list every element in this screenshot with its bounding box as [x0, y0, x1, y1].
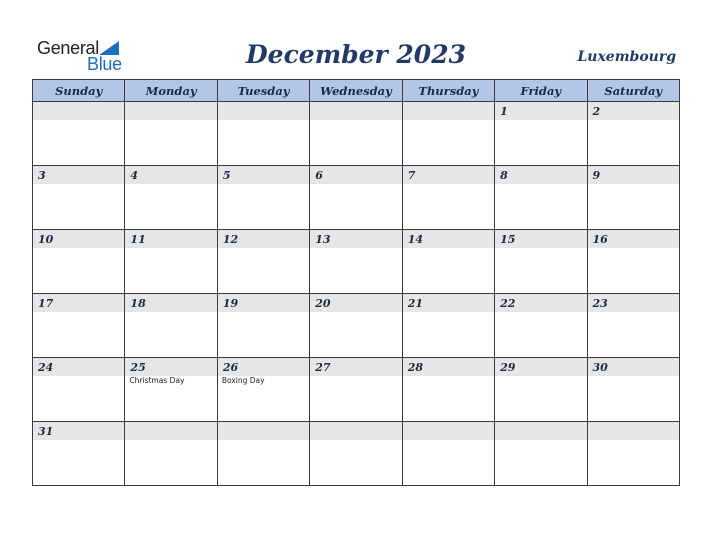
day-cell[interactable] [310, 230, 402, 294]
holiday-label: Christmas Day [129, 376, 185, 385]
day-cell[interactable] [587, 230, 679, 294]
day-cell[interactable] [217, 102, 309, 166]
day-number: 8 [495, 166, 586, 184]
day-number: 17 [33, 294, 124, 312]
week-row [33, 294, 680, 358]
weekday-sunday: Sunday [33, 80, 125, 102]
day-cell[interactable] [33, 166, 125, 230]
logo-text-general: General [37, 38, 99, 58]
week-row [33, 166, 680, 230]
day-cell[interactable] [495, 422, 587, 486]
day-number: 5 [218, 166, 309, 184]
day-number: 21 [403, 294, 494, 312]
weekday-tuesday: Tuesday [217, 80, 309, 102]
day-cell[interactable] [33, 294, 125, 358]
day-cell[interactable] [402, 102, 494, 166]
day-cell[interactable] [495, 166, 587, 230]
day-number: 9 [588, 166, 679, 184]
day-number: 19 [218, 294, 309, 312]
holiday-label: Boxing Day [221, 376, 265, 385]
calendar-grid [32, 79, 680, 486]
weekday-header-row [33, 80, 680, 102]
day-cell[interactable] [310, 422, 402, 486]
day-cell[interactable] [33, 422, 125, 486]
day-cell[interactable] [125, 230, 217, 294]
day-cell[interactable] [33, 102, 125, 166]
day-cell[interactable] [587, 294, 679, 358]
day-cell[interactable] [125, 422, 217, 486]
day-number: 24 [33, 358, 124, 376]
day-number: 26 [218, 358, 309, 376]
day-cell[interactable] [495, 294, 587, 358]
day-number: 4 [125, 166, 216, 184]
day-number [495, 422, 586, 440]
day-cell[interactable] [310, 166, 402, 230]
day-number: 22 [495, 294, 586, 312]
day-number: 2 [588, 102, 679, 120]
day-cell[interactable] [402, 294, 494, 358]
day-number: 31 [33, 422, 124, 440]
day-cell[interactable] [495, 358, 587, 422]
day-cell[interactable] [125, 166, 217, 230]
week-row [33, 358, 680, 422]
day-number: 30 [588, 358, 679, 376]
day-cell[interactable] [587, 102, 679, 166]
day-cell[interactable] [587, 166, 679, 230]
day-cell[interactable] [125, 358, 217, 422]
day-cell[interactable] [402, 358, 494, 422]
day-number [218, 422, 309, 440]
day-number [125, 102, 216, 120]
week-row [33, 102, 680, 166]
day-number: 11 [125, 230, 216, 248]
weekday-saturday: Saturday [587, 80, 679, 102]
day-number [310, 422, 401, 440]
day-number: 28 [403, 358, 494, 376]
day-cell[interactable] [402, 422, 494, 486]
day-cell[interactable] [402, 166, 494, 230]
day-cell[interactable] [217, 294, 309, 358]
day-number: 10 [33, 230, 124, 248]
day-number: 16 [588, 230, 679, 248]
day-number [125, 422, 216, 440]
day-cell[interactable] [217, 422, 309, 486]
weekday-friday: Friday [495, 80, 587, 102]
day-cell[interactable] [402, 230, 494, 294]
weekday-wednesday: Wednesday [310, 80, 402, 102]
logo-text-blue: Blue [87, 54, 122, 74]
country-label: Luxembourg [577, 49, 676, 65]
day-cell[interactable] [495, 102, 587, 166]
day-cell[interactable] [33, 230, 125, 294]
day-cell[interactable] [217, 358, 309, 422]
day-number: 15 [495, 230, 586, 248]
brand-logo [37, 38, 127, 74]
day-number: 6 [310, 166, 401, 184]
day-number: 20 [310, 294, 401, 312]
logo-flag-icon [99, 41, 119, 55]
day-number: 7 [403, 166, 494, 184]
calendar-body [33, 102, 680, 486]
day-number: 23 [588, 294, 679, 312]
day-number: 27 [310, 358, 401, 376]
day-number: 18 [125, 294, 216, 312]
day-cell[interactable] [587, 422, 679, 486]
day-cell[interactable] [310, 294, 402, 358]
day-cell[interactable] [310, 102, 402, 166]
day-cell[interactable] [310, 358, 402, 422]
day-cell[interactable] [587, 358, 679, 422]
day-number [588, 422, 679, 440]
page-title: December 2023 [245, 40, 466, 69]
day-number: 12 [218, 230, 309, 248]
day-number [33, 102, 124, 120]
week-row [33, 230, 680, 294]
day-number: 25 [125, 358, 216, 376]
weekday-monday: Monday [125, 80, 217, 102]
day-cell[interactable] [125, 102, 217, 166]
day-number: 29 [495, 358, 586, 376]
day-cell[interactable] [217, 230, 309, 294]
day-number [218, 102, 309, 120]
day-cell[interactable] [217, 166, 309, 230]
day-number [403, 102, 494, 120]
day-cell[interactable] [125, 294, 217, 358]
day-number: 3 [33, 166, 124, 184]
day-cell[interactable] [33, 358, 125, 422]
day-number [310, 102, 401, 120]
day-number [403, 422, 494, 440]
day-number: 1 [495, 102, 586, 120]
week-row [33, 422, 680, 486]
day-cell[interactable] [495, 230, 587, 294]
weekday-thursday: Thursday [402, 80, 494, 102]
day-number: 14 [403, 230, 494, 248]
day-number: 13 [310, 230, 401, 248]
